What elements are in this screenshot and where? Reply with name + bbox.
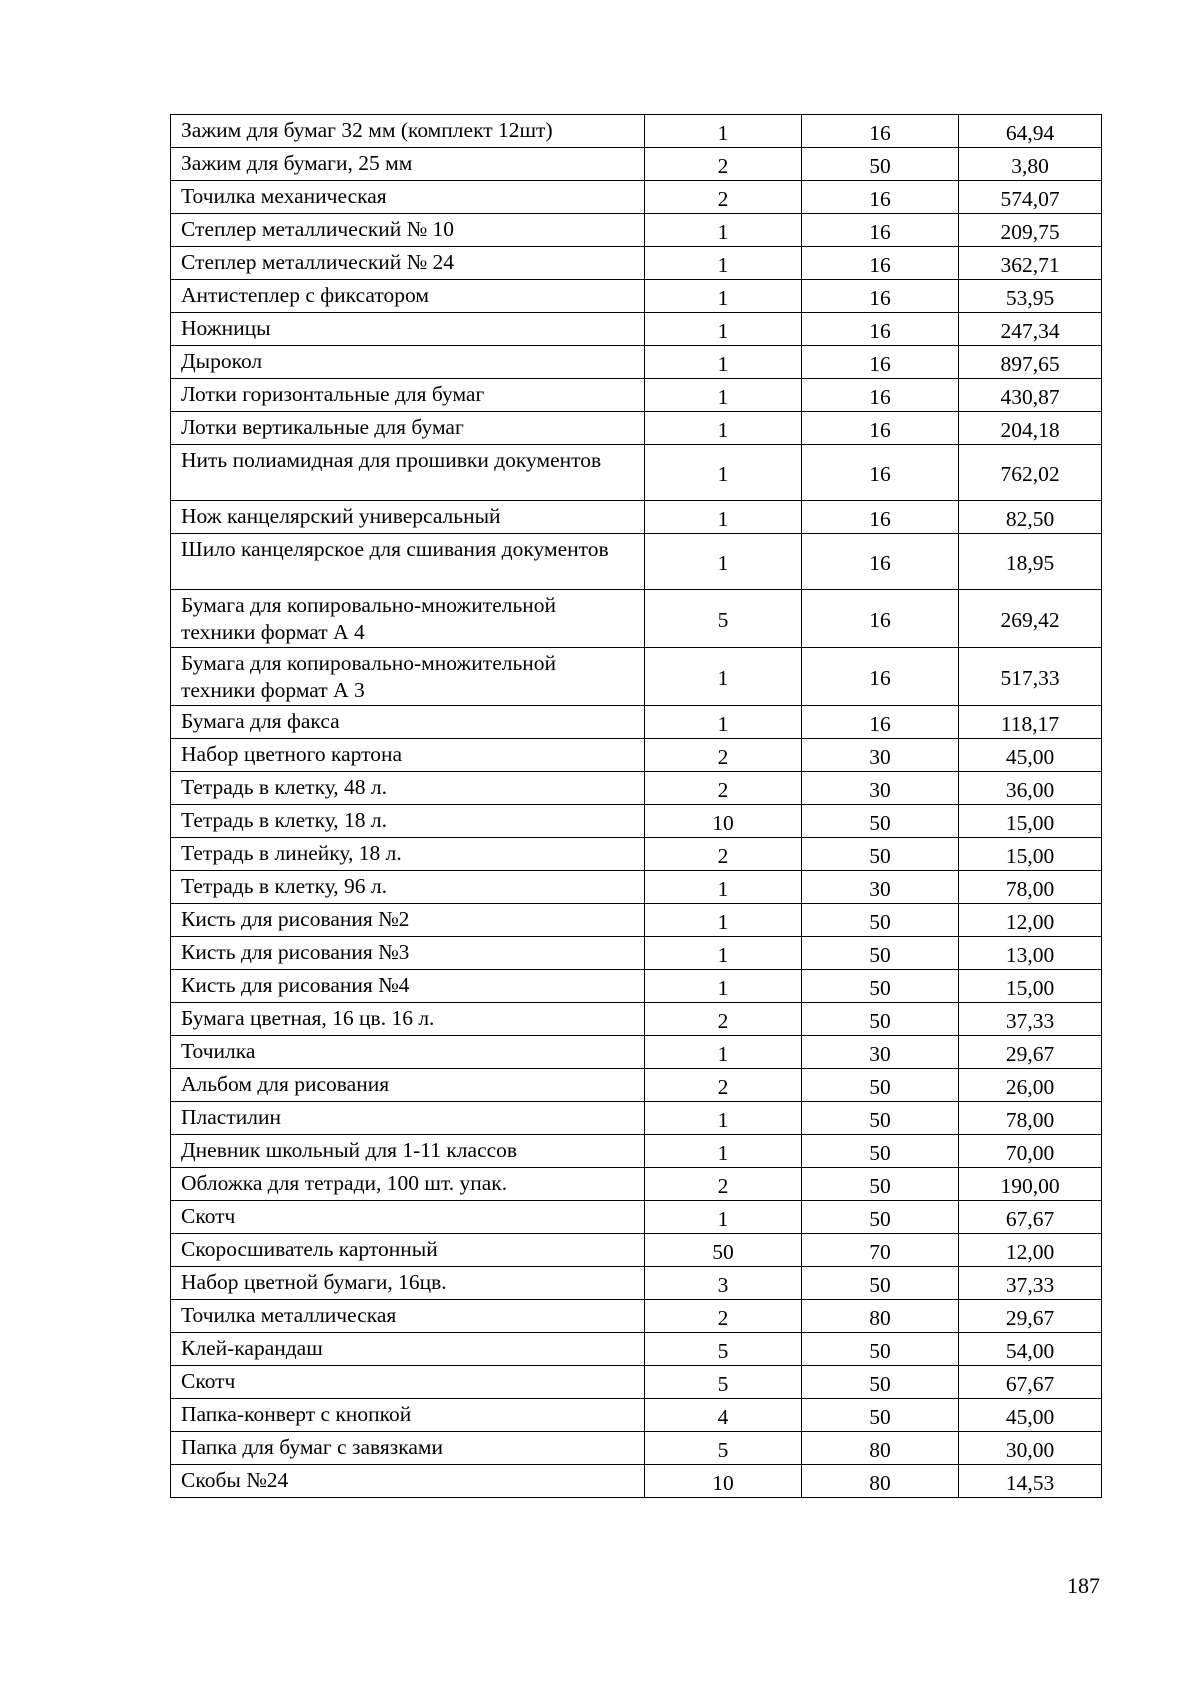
price-cell: 15,00: [959, 838, 1102, 871]
item-name-cell: Набор цветного картона: [171, 739, 645, 772]
table-row: [171, 1267, 1102, 1300]
price-cell: 67,67: [959, 1366, 1102, 1399]
item-name-cell: Бумага цветная, 16 цв. 16 л.: [171, 1003, 645, 1036]
item-name-cell: Нож канцелярский универсальный: [171, 501, 645, 534]
item-name-cell: Степлер металлический № 10: [171, 214, 645, 247]
table-row: [171, 648, 1102, 706]
table-row: [171, 1432, 1102, 1465]
table-row: [171, 445, 1102, 501]
table-row: [171, 181, 1102, 214]
page-number: 187: [1067, 1573, 1100, 1598]
supplies-table: [170, 114, 1102, 1498]
percent-cell: 50: [802, 805, 959, 838]
table-row: [171, 379, 1102, 412]
price-cell: 29,67: [959, 1036, 1102, 1069]
table-row: [171, 838, 1102, 871]
item-name-cell: Точилка металлическая: [171, 1300, 645, 1333]
price-cell: 54,00: [959, 1333, 1102, 1366]
item-name-cell: Точилка механическая: [171, 181, 645, 214]
price-cell: 30,00: [959, 1432, 1102, 1465]
item-name-cell: Кисть для рисования №2: [171, 904, 645, 937]
item-name-cell: Обложка для тетради, 100 шт. упак.: [171, 1168, 645, 1201]
item-name-cell: Точилка: [171, 1036, 645, 1069]
quantity-cell: 1: [645, 445, 802, 501]
quantity-cell: 2: [645, 1168, 802, 1201]
item-name-cell: Дневник школьный для 1-11 классов: [171, 1135, 645, 1168]
quantity-cell: 5: [645, 590, 802, 648]
quantity-cell: 1: [645, 379, 802, 412]
table-row: [171, 115, 1102, 148]
percent-cell: 16: [802, 706, 959, 739]
percent-cell: 80: [802, 1465, 959, 1498]
price-cell: 15,00: [959, 805, 1102, 838]
percent-cell: 16: [802, 590, 959, 648]
table-row: [171, 313, 1102, 346]
price-cell: 15,00: [959, 970, 1102, 1003]
percent-cell: 16: [802, 181, 959, 214]
item-name-cell: Зажим для бумаги, 25 мм: [171, 148, 645, 181]
quantity-cell: 1: [645, 1036, 802, 1069]
price-cell: 67,67: [959, 1201, 1102, 1234]
item-name-cell: Бумага для копировально-множительной техники формат А 4: [171, 590, 645, 648]
item-name-cell: Зажим для бумаг 32 мм (комплект 12шт): [171, 115, 645, 148]
percent-cell: 16: [802, 501, 959, 534]
quantity-cell: 1: [645, 501, 802, 534]
price-cell: 3,80: [959, 148, 1102, 181]
price-cell: 13,00: [959, 937, 1102, 970]
table-row: [171, 534, 1102, 590]
quantity-cell: 10: [645, 805, 802, 838]
quantity-cell: 1: [645, 346, 802, 379]
price-cell: 37,33: [959, 1003, 1102, 1036]
table-row: [171, 214, 1102, 247]
table-row: [171, 871, 1102, 904]
price-cell: 53,95: [959, 280, 1102, 313]
quantity-cell: 50: [645, 1234, 802, 1267]
price-cell: 26,00: [959, 1069, 1102, 1102]
price-cell: 14,53: [959, 1465, 1102, 1498]
price-cell: 82,50: [959, 501, 1102, 534]
price-cell: 430,87: [959, 379, 1102, 412]
quantity-cell: 1: [645, 706, 802, 739]
price-cell: 190,00: [959, 1168, 1102, 1201]
table-row: [171, 280, 1102, 313]
table-row: [171, 805, 1102, 838]
item-name-cell: Лотки горизонтальные для бумаг: [171, 379, 645, 412]
percent-cell: 16: [802, 379, 959, 412]
price-cell: 29,67: [959, 1300, 1102, 1333]
quantity-cell: 2: [645, 1300, 802, 1333]
percent-cell: 16: [802, 648, 959, 706]
table-row: [171, 590, 1102, 648]
quantity-cell: 10: [645, 1465, 802, 1498]
price-cell: 897,65: [959, 346, 1102, 379]
quantity-cell: 2: [645, 838, 802, 871]
supplies-table-body: [171, 115, 1102, 1498]
quantity-cell: 5: [645, 1366, 802, 1399]
percent-cell: 50: [802, 1102, 959, 1135]
item-name-cell: Пластилин: [171, 1102, 645, 1135]
table-row: [171, 1069, 1102, 1102]
item-name-cell: Дырокол: [171, 346, 645, 379]
quantity-cell: 1: [645, 1201, 802, 1234]
quantity-cell: 1: [645, 648, 802, 706]
table-row: [171, 1234, 1102, 1267]
price-cell: 37,33: [959, 1267, 1102, 1300]
item-name-cell: Скотч: [171, 1201, 645, 1234]
table-row: [171, 739, 1102, 772]
quantity-cell: 3: [645, 1267, 802, 1300]
price-cell: 574,07: [959, 181, 1102, 214]
price-cell: 45,00: [959, 1399, 1102, 1432]
item-name-cell: Скобы №24: [171, 1465, 645, 1498]
percent-cell: 50: [802, 1366, 959, 1399]
price-cell: 762,02: [959, 445, 1102, 501]
quantity-cell: 1: [645, 904, 802, 937]
percent-cell: 50: [802, 838, 959, 871]
item-name-cell: Ножницы: [171, 313, 645, 346]
item-name-cell: Тетрадь в клетку, 96 л.: [171, 871, 645, 904]
quantity-cell: 1: [645, 214, 802, 247]
table-row: [171, 1201, 1102, 1234]
table-row: [171, 1333, 1102, 1366]
percent-cell: 50: [802, 1399, 959, 1432]
item-name-cell: Кисть для рисования №4: [171, 970, 645, 1003]
percent-cell: 50: [802, 904, 959, 937]
table-row: [171, 904, 1102, 937]
percent-cell: 50: [802, 1333, 959, 1366]
percent-cell: 50: [802, 1135, 959, 1168]
price-cell: 204,18: [959, 412, 1102, 445]
item-name-cell: Тетрадь в клетку, 18 л.: [171, 805, 645, 838]
quantity-cell: 1: [645, 115, 802, 148]
table-row: [171, 148, 1102, 181]
percent-cell: 50: [802, 1201, 959, 1234]
price-cell: 18,95: [959, 534, 1102, 590]
table-row: [171, 1168, 1102, 1201]
percent-cell: 80: [802, 1300, 959, 1333]
quantity-cell: 2: [645, 1069, 802, 1102]
price-cell: 78,00: [959, 1102, 1102, 1135]
percent-cell: 30: [802, 739, 959, 772]
quantity-cell: 5: [645, 1432, 802, 1465]
item-name-cell: Бумага для копировально-множительной техники формат А 3: [171, 648, 645, 706]
percent-cell: 50: [802, 1069, 959, 1102]
percent-cell: 30: [802, 772, 959, 805]
quantity-cell: 2: [645, 148, 802, 181]
percent-cell: 50: [802, 937, 959, 970]
table-row: [171, 1465, 1102, 1498]
table-row: [171, 937, 1102, 970]
item-name-cell: Папка для бумаг с завязками: [171, 1432, 645, 1465]
percent-cell: 16: [802, 346, 959, 379]
item-name-cell: Скотч: [171, 1366, 645, 1399]
quantity-cell: 1: [645, 412, 802, 445]
percent-cell: 50: [802, 148, 959, 181]
item-name-cell: Тетрадь в клетку, 48 л.: [171, 772, 645, 805]
quantity-cell: 2: [645, 1003, 802, 1036]
percent-cell: 50: [802, 1168, 959, 1201]
item-name-cell: Кисть для рисования №3: [171, 937, 645, 970]
percent-cell: 70: [802, 1234, 959, 1267]
price-cell: 70,00: [959, 1135, 1102, 1168]
percent-cell: 30: [802, 1036, 959, 1069]
item-name-cell: Нить полиамидная для прошивки документов: [171, 445, 645, 501]
table-row: [171, 412, 1102, 445]
percent-cell: 16: [802, 280, 959, 313]
table-row: [171, 346, 1102, 379]
percent-cell: 30: [802, 871, 959, 904]
percent-cell: 16: [802, 412, 959, 445]
quantity-cell: 2: [645, 772, 802, 805]
quantity-cell: 1: [645, 1102, 802, 1135]
percent-cell: 16: [802, 534, 959, 590]
price-cell: 78,00: [959, 871, 1102, 904]
item-name-cell: Шило канцелярское для сшивания документов: [171, 534, 645, 590]
item-name-cell: Набор цветной бумаги, 16цв.: [171, 1267, 645, 1300]
table-row: [171, 772, 1102, 805]
item-name-cell: Степлер металлический № 24: [171, 247, 645, 280]
percent-cell: 16: [802, 247, 959, 280]
quantity-cell: 1: [645, 534, 802, 590]
price-cell: 209,75: [959, 214, 1102, 247]
quantity-cell: 2: [645, 181, 802, 214]
quantity-cell: 1: [645, 937, 802, 970]
table-row: [171, 1036, 1102, 1069]
quantity-cell: 1: [645, 280, 802, 313]
table-row: [171, 501, 1102, 534]
quantity-cell: 2: [645, 739, 802, 772]
percent-cell: 16: [802, 313, 959, 346]
item-name-cell: Альбом для рисования: [171, 1069, 645, 1102]
price-cell: 64,94: [959, 115, 1102, 148]
quantity-cell: 5: [645, 1333, 802, 1366]
quantity-cell: 1: [645, 247, 802, 280]
percent-cell: 16: [802, 214, 959, 247]
price-cell: 362,71: [959, 247, 1102, 280]
item-name-cell: Папка-конверт с кнопкой: [171, 1399, 645, 1432]
table-row: [171, 1102, 1102, 1135]
quantity-cell: 1: [645, 313, 802, 346]
quantity-cell: 1: [645, 1135, 802, 1168]
price-cell: 269,42: [959, 590, 1102, 648]
price-cell: 36,00: [959, 772, 1102, 805]
item-name-cell: Клей-карандаш: [171, 1333, 645, 1366]
percent-cell: 16: [802, 115, 959, 148]
item-name-cell: Лотки вертикальные для бумаг: [171, 412, 645, 445]
table-row: [171, 970, 1102, 1003]
percent-cell: 16: [802, 445, 959, 501]
percent-cell: 50: [802, 970, 959, 1003]
table-row: [171, 706, 1102, 739]
percent-cell: 50: [802, 1267, 959, 1300]
price-cell: 517,33: [959, 648, 1102, 706]
item-name-cell: Антистеплер с фиксатором: [171, 280, 645, 313]
table-row: [171, 1300, 1102, 1333]
table-row: [171, 1135, 1102, 1168]
table-row: [171, 1003, 1102, 1036]
price-cell: 12,00: [959, 1234, 1102, 1267]
item-name-cell: Скоросшиватель картонный: [171, 1234, 645, 1267]
percent-cell: 50: [802, 1003, 959, 1036]
quantity-cell: 1: [645, 970, 802, 1003]
quantity-cell: 1: [645, 871, 802, 904]
table-row: [171, 247, 1102, 280]
percent-cell: 80: [802, 1432, 959, 1465]
table-row: [171, 1366, 1102, 1399]
price-cell: 118,17: [959, 706, 1102, 739]
price-cell: 45,00: [959, 739, 1102, 772]
price-cell: 247,34: [959, 313, 1102, 346]
item-name-cell: Тетрадь в линейку, 18 л.: [171, 838, 645, 871]
quantity-cell: 4: [645, 1399, 802, 1432]
table-row: [171, 1399, 1102, 1432]
price-cell: 12,00: [959, 904, 1102, 937]
item-name-cell: Бумага для факса: [171, 706, 645, 739]
